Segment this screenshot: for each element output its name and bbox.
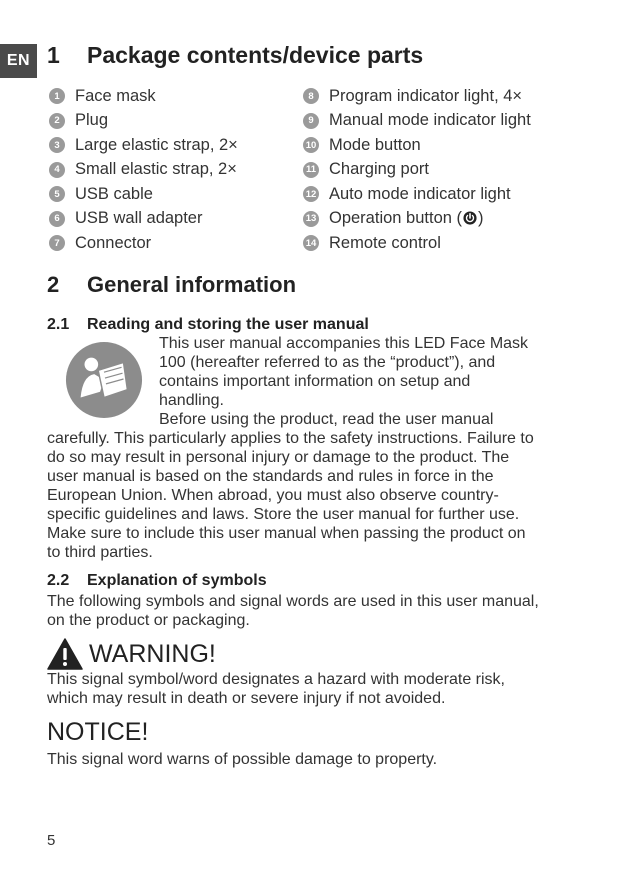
part-item bbox=[49, 109, 238, 134]
part-label: Large elastic strap, 2× bbox=[75, 135, 238, 154]
part-label: Face mask bbox=[75, 86, 156, 105]
parts-list-right bbox=[303, 84, 531, 256]
part-item bbox=[49, 231, 238, 256]
manual-intro-paragraph bbox=[159, 334, 539, 429]
part-number-badge: 14 bbox=[303, 235, 319, 251]
part-label-suffix: ) bbox=[478, 209, 484, 228]
power-icon bbox=[463, 211, 477, 225]
subsection-2-1-heading bbox=[47, 316, 369, 334]
part-item bbox=[49, 133, 238, 158]
warning-heading bbox=[47, 638, 216, 670]
part-label: Remote control bbox=[329, 233, 441, 252]
part-number-badge: 11 bbox=[303, 162, 319, 178]
part-label: Connector bbox=[75, 233, 152, 252]
notice-paragraph: This signal word warns of possible damage to property. bbox=[47, 751, 438, 768]
part-number-badge: 6 bbox=[49, 211, 65, 227]
read-manual-icon bbox=[65, 341, 143, 419]
part-number-badge: 12 bbox=[303, 186, 319, 202]
part-item bbox=[303, 133, 531, 158]
warning-title: WARNING! bbox=[89, 639, 216, 668]
subsection-2-2-title: Explanation of symbols bbox=[87, 572, 267, 589]
manual-storage-paragraph: carefully. This particularly applies to the safety instructions. Failure to do so may result in personal injury or damage to the product. The user manual is based on the standards and rules in force in the European Union. When abroad, you must also observe country-specific guidelines and laws. Store the user manual for further use. Make sure to include this user manual when passing the product on to third parties. bbox=[47, 430, 534, 561]
part-number-badge: 3 bbox=[49, 137, 65, 153]
part-label: Program indicator light, 4× bbox=[329, 86, 523, 105]
part-label: Manual mode indicator light bbox=[329, 111, 531, 130]
subsection-2-1-title: Reading and storing the user manual bbox=[87, 316, 369, 333]
section-1-title: Package contents/device parts bbox=[87, 42, 424, 68]
subsection-2-2-heading bbox=[47, 572, 267, 590]
part-item bbox=[303, 109, 531, 134]
part-label: USB cable bbox=[75, 184, 153, 203]
part-number-badge: 7 bbox=[49, 235, 65, 251]
warning-triangle-icon bbox=[47, 638, 83, 670]
manual-intro-text: This user manual accompanies this LED Face Mask 100 (hereafter referred to as the “product”), and contains important information on setup and handling. bbox=[159, 335, 529, 409]
part-number-badge: 2 bbox=[49, 113, 65, 129]
part-number-badge: 9 bbox=[303, 113, 319, 129]
part-label bbox=[329, 209, 484, 228]
subsection-2-1-number: 2.1 bbox=[47, 316, 70, 333]
section-2-title: General information bbox=[87, 272, 297, 297]
notice-heading: NOTICE! bbox=[47, 718, 149, 746]
symbols-paragraph: The following symbols and signal words are used in this user manual, on the product or packaging. bbox=[47, 593, 539, 629]
part-item bbox=[49, 158, 238, 183]
part-number-badge: 4 bbox=[49, 162, 65, 178]
part-item bbox=[49, 182, 238, 207]
page-number: 5 bbox=[47, 832, 56, 849]
language-tab: EN bbox=[0, 44, 37, 78]
part-item bbox=[49, 207, 238, 232]
part-label-text: Operation button ( bbox=[329, 209, 462, 228]
part-item bbox=[303, 84, 531, 109]
part-item bbox=[303, 231, 531, 256]
section-2-heading bbox=[47, 272, 296, 298]
part-item bbox=[303, 182, 531, 207]
warning-paragraph: This signal symbol/word designates a hazard with moderate risk, which may result in death or severe injury if not avoided. bbox=[47, 671, 505, 707]
part-label: Auto mode indicator light bbox=[329, 184, 511, 203]
part-label: Mode button bbox=[329, 135, 421, 154]
part-item bbox=[303, 158, 531, 183]
part-number-badge: 10 bbox=[303, 137, 319, 153]
section-2-number: 2 bbox=[47, 272, 60, 297]
parts-list-left bbox=[49, 84, 238, 256]
part-label: Small elastic strap, 2× bbox=[75, 160, 237, 179]
section-1-heading bbox=[47, 42, 423, 69]
subsection-2-2-number: 2.2 bbox=[47, 572, 70, 589]
part-number-badge: 1 bbox=[49, 88, 65, 104]
part-item bbox=[303, 207, 531, 232]
manual-read-intro-text: Before using the product, read the user manual bbox=[159, 411, 494, 428]
section-1-number: 1 bbox=[47, 42, 60, 68]
part-item bbox=[49, 84, 238, 109]
part-label: Plug bbox=[75, 111, 109, 130]
part-number-badge: 8 bbox=[303, 88, 319, 104]
part-number-badge: 13 bbox=[303, 211, 319, 227]
part-label: USB wall adapter bbox=[75, 209, 203, 228]
part-label: Charging port bbox=[329, 160, 429, 179]
part-number-badge: 5 bbox=[49, 186, 65, 202]
